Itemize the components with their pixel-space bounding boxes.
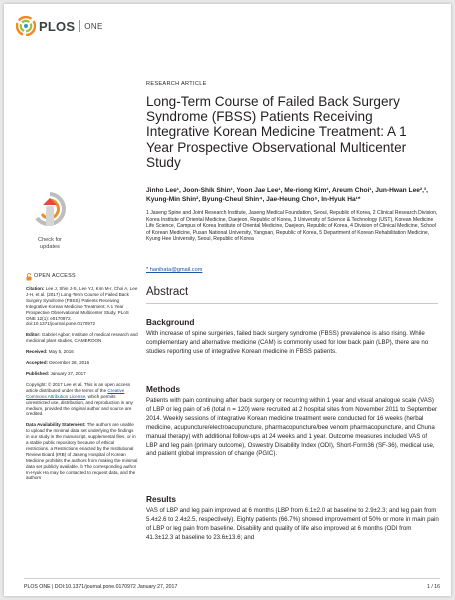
results-paragraph: VAS of LBP and leg pain improved at 6 months (LBP from 6.1±2.0 at baseline to 2.9±2.3; and leg pain from 5.4±2.6 to 2.4±2.5, respectively). Eighty patients (66.7%) showed improvement of 50% or more in main pain of LBP or leg pain from baseline. Disability and quality of life also improved at 6 months (ODI from 41.3±12.3 at baseline to 23.6±13.6; and xyxy=(146,507,439,541)
accepted-date: December 28, 2016 xyxy=(47,360,90,366)
check-updates-line1: Check for xyxy=(38,237,62,243)
accepted-label: Accepted: xyxy=(26,360,48,366)
editor-block xyxy=(26,332,138,344)
abstract-heading: Abstract xyxy=(146,286,189,298)
plos-one-logo[interactable] xyxy=(16,16,103,36)
article-title: Long-Term Course of Failed Back Surgery Syndrome (FBSS) Patients Receiving Integrative Korean Medicine Treatment: A 1 Year Prospective Observational Multicenter Study xyxy=(146,94,407,170)
published-date: January 27, 2017 xyxy=(49,370,86,376)
received-label: Received: xyxy=(26,349,48,355)
data-availability-block xyxy=(26,422,138,481)
copyright-text-pre: Copyright: © 2017 Lee et al. This is an open access article distributed under the terms of the xyxy=(26,381,131,393)
pdf-page xyxy=(4,4,451,596)
citation-block xyxy=(26,286,138,327)
editor-label: Editor: xyxy=(26,332,41,338)
open-access-label xyxy=(26,273,138,281)
footer-citation: PLOS ONE | DOI:10.1371/journal.pone.0170972 January 27, 2017 xyxy=(24,584,178,590)
footer-divider xyxy=(24,578,440,579)
check-updates-line2: updates xyxy=(40,243,60,250)
open-access-text: OPEN ACCESS xyxy=(34,273,76,280)
accepted-block xyxy=(26,360,138,366)
received-date: May 5, 2016 xyxy=(47,349,74,355)
open-lock-icon xyxy=(26,273,32,281)
logo-divider xyxy=(79,20,80,32)
background-heading: Background xyxy=(146,317,195,327)
received-block xyxy=(26,349,138,355)
plos-logo-icon xyxy=(16,16,36,36)
published-block xyxy=(26,371,138,377)
methods-paragraph: Patients with pain continuing after back surgery or recurring within 1 year and visual analogue scale (VAS) of LBP or leg pain of ≥6 (total n = 120) were recruited at 2 hospital sites from November 2011 to September 2014. Weekly sessions of integrative Korean medicine treatment were conducted for 16 weeks (herbal medicine, acupuncture/electroacupuncture, pharmacopuncture/bee venom pharmacopuncture, and Chuna manual therapy) with additional follow-ups at 24 weeks and 1 year. Outcome measures included VAS of LBP and leg pain (primary outcome), Oswestry Disability Index (ODI), Short-Form36 (SF-36), medical use, and patient global impression of change (PGIC). xyxy=(146,397,438,458)
published-label: Published: xyxy=(26,370,50,376)
data-availability-text: The authors are unable to upload the minimal data set underlying the findings in our study in the manuscript, supplemental files, or in a stable public repository because of ethical restrictions. a Restrictions enacted by the Institutional Review Board (IRB) of Jaseng Hospital of Korean Medicine prohibits the authors from making the minimal data set publicly available. b The corresponding author In-Hyuk Ha may be contacted to request data, and the authors xyxy=(26,422,138,481)
cc-license-link[interactable]: Creative Commons Attribution License xyxy=(26,387,125,399)
abstract-divider xyxy=(146,303,438,304)
check-for-updates-badge[interactable] xyxy=(28,192,72,250)
citation-label: Citation: xyxy=(26,286,45,291)
background-paragraph: With increase of spine surgeries, failed back surgery syndrome (FBSS) prevalence is also rising. While complementary and alternative medicine (CAM) is commonly used for low back pain (LBP), there are no studies reporting use of integrative Korean medicine in FBSS patients. xyxy=(146,330,429,355)
article-sidebar xyxy=(26,273,138,486)
page-number: 1 / 16 xyxy=(427,584,440,590)
copyright-block xyxy=(26,382,138,417)
copyright-text-post: , which permits unrestricted use, distribution, and reproduction in any medium, provided the original author and source are credited. xyxy=(26,393,133,417)
methods-heading: Methods xyxy=(146,384,181,394)
page-footer xyxy=(24,584,440,590)
results-heading: Results xyxy=(146,494,176,504)
check-updates-icon xyxy=(33,192,67,230)
citation-text: Lee J, Shin J-S, Lee YJ, Kim M-r, Choi A, Lee J-H, et al. (2017) Long-Term Course of Failed Back Surgery Syndrome (FBSS) Patients Receiving Integrative Korean Medicine Treatment: A 1 Year Prospective Observational Multicenter Study. PLoS ONE 12(1): e0170972. doi:10.1371/journal.pone.0170972 xyxy=(26,286,138,327)
data-availability-label: Data Availability Statement: xyxy=(26,422,86,428)
editor-text: Gabriel Agbor, Institute of medical research and medicinal plant studies, CAMEROON xyxy=(26,332,138,344)
affiliations: 1 Jaseng Spine and Joint Research Institute, Jaseng Medical Foundation, Seoul, Republic of Korea, 2 Clinical Research Division, Korea Institute of Oriental Medicine, Daejeon, Republic of Korea, 3 University of Science & Technology (UST), Korean Medicine Life Science, Campus of Korea Institute of Oriental Medicine, Daejeon, Republic of Korea, 4 Division of Clinical Medicine, School of Korean Medicine, Pusan National University, Yangsan, Republic of Korea, 5 Department of Korean Rehabilitation Medicine, Kyung Hee University, Seoul, Republic of Korea xyxy=(146,210,438,243)
corresponding-email-link[interactable]: * hanihata@gmail.com xyxy=(146,267,203,273)
article-type: RESEARCH ARTICLE xyxy=(146,81,207,87)
logo-wordmark: PLOS xyxy=(39,18,76,34)
author-list: Jinho Lee¹, Joon-Shik Shin¹, Yoon Jae Lee¹, Me-riong Kim¹, Areum Choi¹, Jun-Hwan Lee²,³, Kyung-Min Shin², Byung-Cheul Shin⁴, Jae-Heung Cho⁵, In-Hyuk Ha¹* xyxy=(146,187,428,203)
logo-journal: ONE xyxy=(84,21,103,31)
